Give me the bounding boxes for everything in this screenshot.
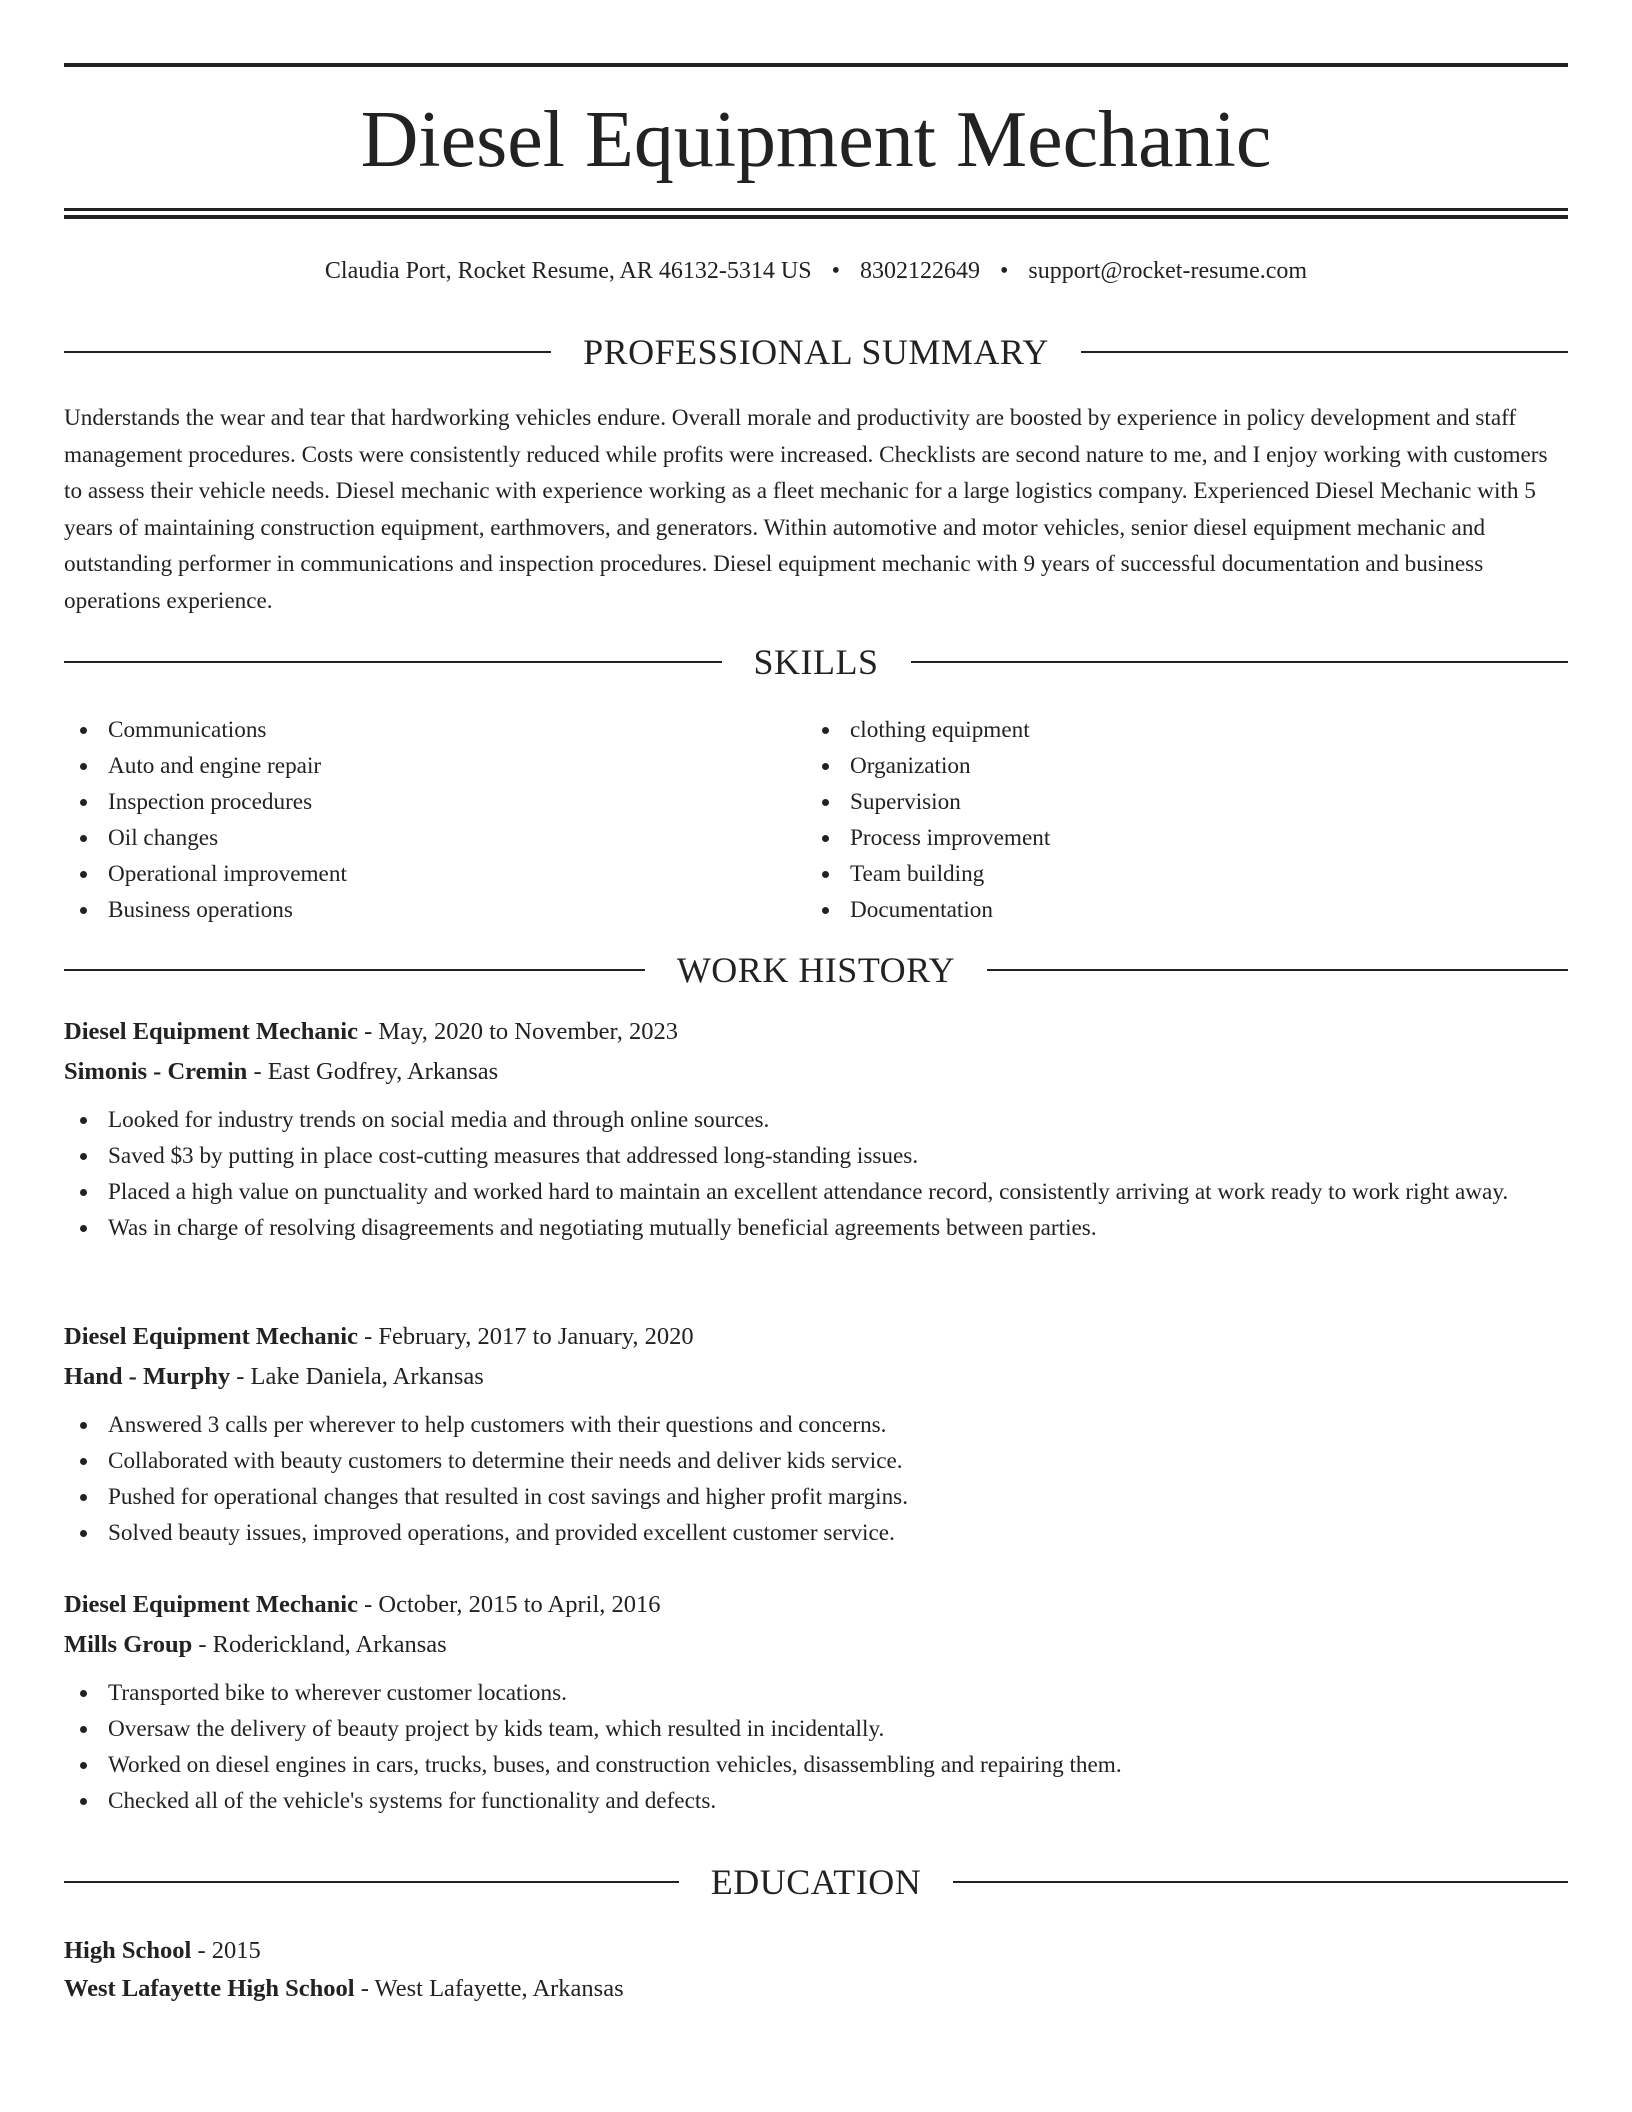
- job-entry: [64, 1012, 1568, 1246]
- skills-grid: [64, 712, 1568, 928]
- section-heading-work-history: [64, 948, 1568, 992]
- job-company-line: [64, 1357, 1568, 1397]
- job-title-line: [64, 1317, 1568, 1357]
- section-rule: [64, 969, 645, 971]
- resume-title: Diesel Equipment Mechanic: [360, 96, 1272, 184]
- section-rule: [953, 1881, 1568, 1883]
- section-title: SKILLS: [753, 642, 879, 682]
- job-title: Diesel Equipment Mechanic: [64, 1591, 358, 1618]
- skill-item: Organization: [806, 748, 1548, 784]
- contact-line: [64, 256, 1568, 286]
- skill-item: Operational improvement: [64, 856, 806, 892]
- education-school: West Lafayette High School: [64, 1975, 355, 2002]
- section-rule: [911, 661, 1569, 663]
- section-rule: [1081, 351, 1568, 353]
- skill-item: Auto and engine repair: [64, 748, 806, 784]
- section-rule: [64, 351, 551, 353]
- section-rule: [64, 1881, 679, 1883]
- skill-item: Team building: [806, 856, 1548, 892]
- education-school-line: [64, 1970, 1568, 2008]
- section-rule: [64, 661, 722, 663]
- skills-column-right: [806, 712, 1548, 928]
- section-heading-summary: [64, 330, 1568, 374]
- job-dates: - May, 2020 to November, 2023: [358, 1018, 678, 1045]
- job-location: - Lake Daniela, Arkansas: [230, 1363, 484, 1390]
- skill-item: Communications: [64, 712, 806, 748]
- section-heading-skills: [64, 640, 1568, 684]
- section-rule: [987, 969, 1568, 971]
- contact-phone: 8302122649: [859, 258, 980, 284]
- section-title: PROFESSIONAL SUMMARY: [583, 332, 1049, 372]
- skill-item: Supervision: [806, 784, 1548, 820]
- job-duty: Saved $3 by putting in place cost-cutting measures that addressed long-standing issues.: [64, 1138, 1568, 1174]
- skill-item: Process improvement: [806, 820, 1548, 856]
- job-company-line: [64, 1052, 1568, 1092]
- job-entry: [64, 1585, 1568, 1819]
- job-company: Mills Group: [64, 1631, 193, 1658]
- job-title: Diesel Equipment Mechanic: [64, 1018, 358, 1045]
- education-entry: [64, 1932, 1568, 2008]
- contact-email: support@rocket-resume.com: [1028, 258, 1308, 284]
- job-duty: Looked for industry trends on social media and through online sources.: [64, 1102, 1568, 1138]
- education-location: - West Lafayette, Arkansas: [354, 1975, 624, 2002]
- job-duty: Was in charge of resolving disagreements and negotiating mutually beneficial agreements between parties.: [64, 1210, 1568, 1246]
- job-location: - East Godfrey, Arkansas: [247, 1058, 499, 1085]
- section-heading-education: [64, 1860, 1568, 1904]
- job-duty: Placed a high value on punctuality and worked hard to maintain an excellent attendance record, consistently arriving at work ready to work right away.: [64, 1174, 1568, 1210]
- header-bottom-rule-thick: [64, 215, 1568, 219]
- summary-text: Understands the wear and tear that hardworking vehicles endure. Overall morale and productivity are boosted by experience in policy development and staff management procedures. Costs were consistently reduced while profits were increased. Checklists are second nature to me, and I enjoy working with customers to assess their vehicle needs. Diesel mechanic with experience working as a fleet mechanic for a large logistics company. Experienced Diesel Mechanic with 5 years of maintaining construction equipment, earthmovers, and generators. Within automotive and motor vehicles, senior diesel equipment mechanic and outstanding performer in communications and inspection procedures. Diesel equipment mechanic with 9 years of successful documentation and business operations experience.: [64, 405, 1548, 614]
- job-title-line: [64, 1585, 1568, 1625]
- job-dates: - October, 2015 to April, 2016: [358, 1591, 661, 1618]
- job-dates: - February, 2017 to January, 2020: [358, 1323, 694, 1350]
- section-title: WORK HISTORY: [676, 950, 956, 990]
- job-company: Simonis - Cremin: [64, 1058, 248, 1085]
- job-duty: Worked on diesel engines in cars, trucks, buses, and construction vehicles, disassembling and repairing them.: [64, 1747, 1568, 1783]
- education-degree-line: [64, 1932, 1568, 1970]
- job-location: - Roderickland, Arkansas: [192, 1631, 447, 1658]
- header-bottom-rule: [64, 208, 1568, 211]
- skill-item: clothing equipment: [806, 712, 1548, 748]
- job-title-line: [64, 1012, 1568, 1052]
- education-degree: High School: [64, 1937, 192, 1964]
- section-title: EDUCATION: [710, 1862, 922, 1902]
- header-top-rule: [64, 63, 1568, 67]
- contact-separator: •: [831, 258, 840, 284]
- job-duty: Oversaw the delivery of beauty project by kids team, which resulted in incidentally.: [64, 1711, 1568, 1747]
- job-duty: Checked all of the vehicle's systems for functionality and defects.: [64, 1783, 1568, 1819]
- skill-item: Business operations: [64, 892, 806, 928]
- job-company: Hand - Murphy: [64, 1363, 231, 1390]
- education-year: - 2015: [191, 1937, 261, 1964]
- job-title: Diesel Equipment Mechanic: [64, 1323, 358, 1350]
- job-duties-list: [64, 1675, 1568, 1819]
- contact-address: Claudia Port, Rocket Resume, AR 46132-5314 US: [324, 258, 812, 284]
- contact-separator: •: [999, 258, 1009, 284]
- job-entry: [64, 1317, 1568, 1551]
- skill-item: Oil changes: [64, 820, 806, 856]
- job-duty: Pushed for operational changes that resulted in cost savings and higher profit margins.: [64, 1479, 1568, 1515]
- job-duty: Transported bike to wherever customer locations.: [64, 1675, 1568, 1711]
- job-duty: Answered 3 calls per wherever to help customers with their questions and concerns.: [64, 1407, 1568, 1443]
- job-duties-list: [64, 1102, 1568, 1246]
- skill-item: Inspection procedures: [64, 784, 806, 820]
- job-company-line: [64, 1625, 1568, 1665]
- job-duty: Collaborated with beauty customers to determine their needs and deliver kids service.: [64, 1443, 1568, 1479]
- job-duty: Solved beauty issues, improved operations, and provided excellent customer service.: [64, 1515, 1568, 1551]
- skills-column-left: [64, 712, 806, 928]
- job-duties-list: [64, 1407, 1568, 1551]
- skill-item: Documentation: [806, 892, 1548, 928]
